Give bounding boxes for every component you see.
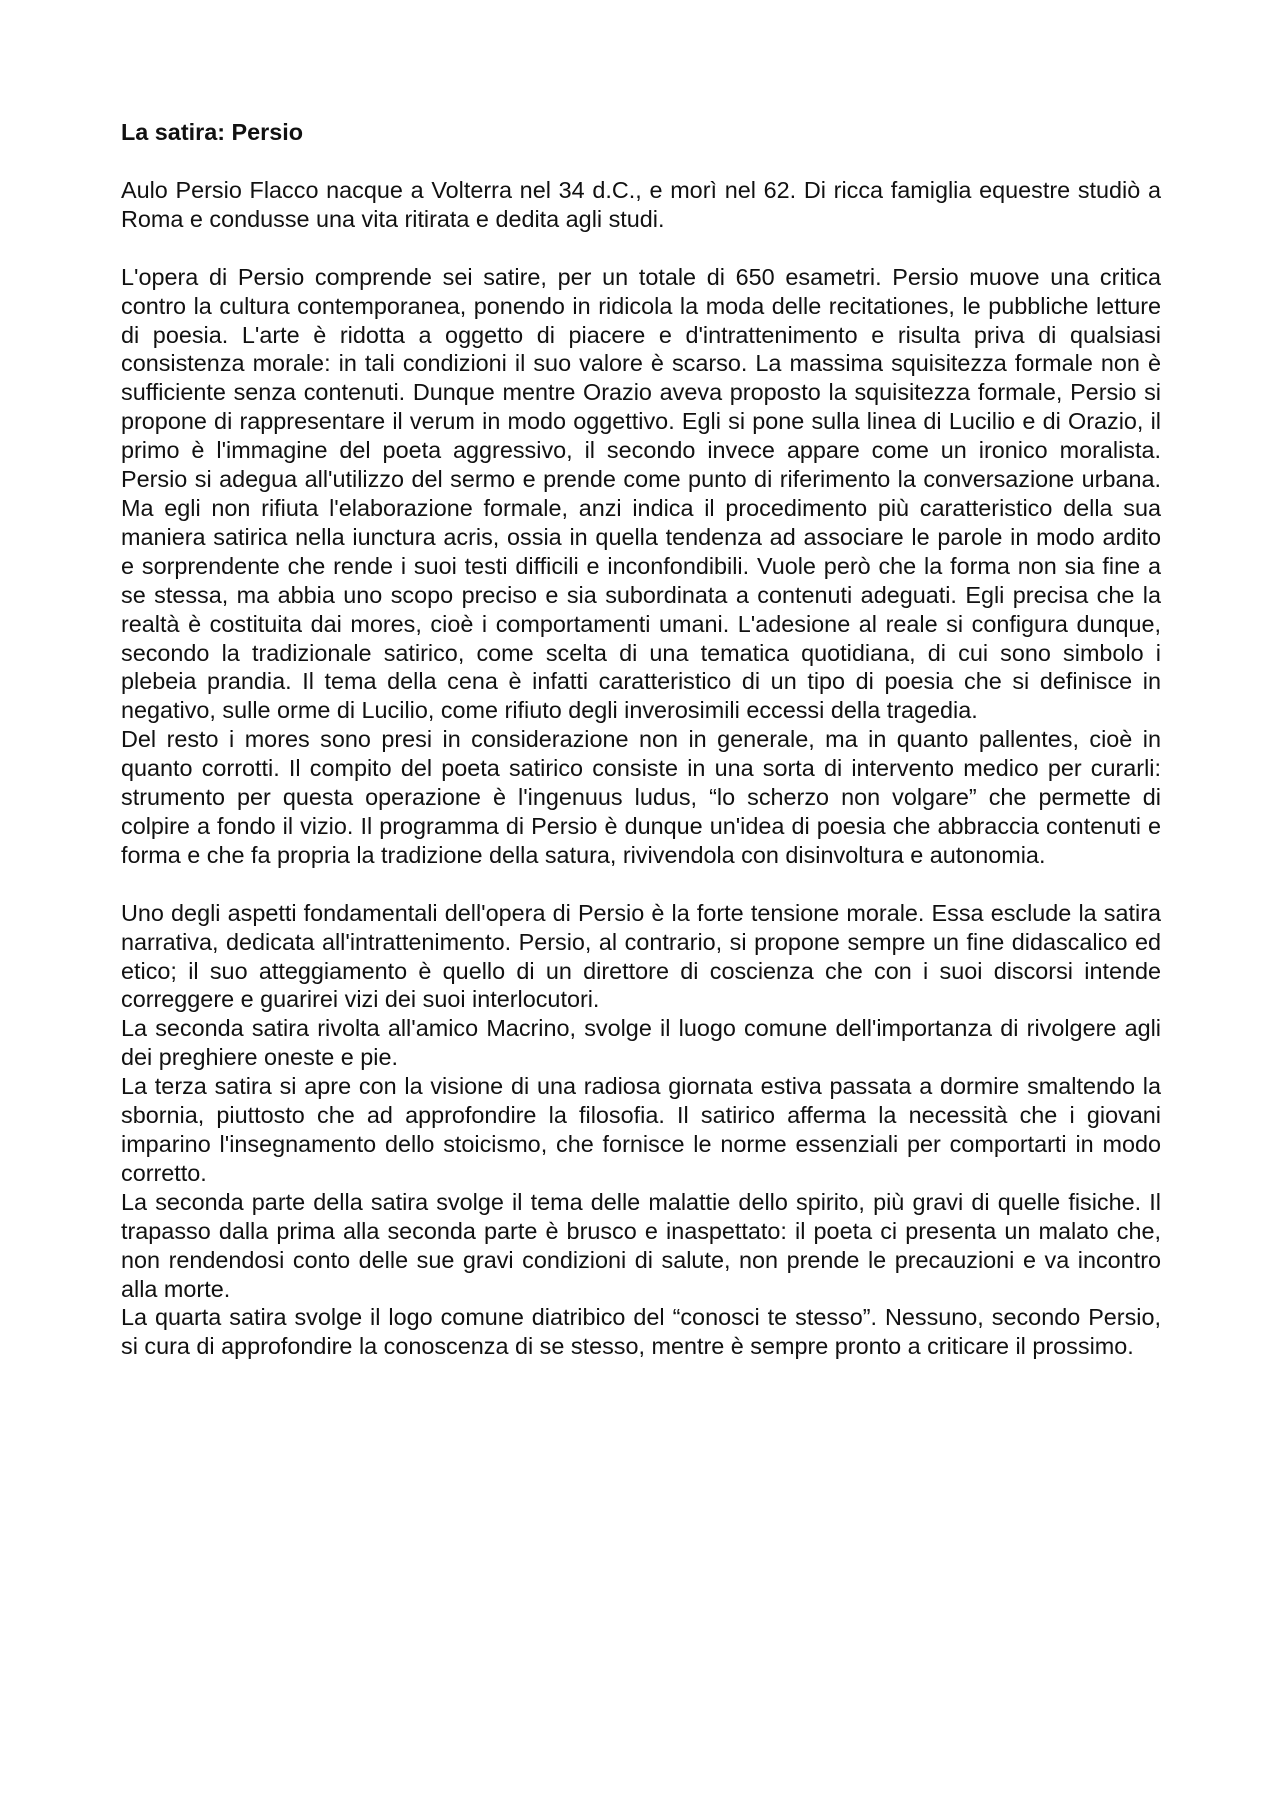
paragraph: La seconda satira rivolta all'amico Macrino, svolge il luogo comune dell'importanza di rivolgere agli dei preghiere oneste e pie.: [121, 1015, 1161, 1071]
section-satire: [121, 899, 1161, 1362]
paragraph: Aulo Persio Flacco nacque a Volterra nel 34 d.C., e morì nel 62. Di ricca famiglia equestre studiò a Roma e condusse una vita ritirata e dedita agli studi.: [121, 176, 1161, 232]
section-intro: [121, 176, 1161, 234]
paragraph: L'opera di Persio comprende sei satire, per un totale di 650 esametri. Persio muove una critica contro la cultura contemporanea, ponendo in ridicola la moda delle recitationes, le pubbliche letture di poesia. L'arte è ridotta a oggetto di piacere e d'intrattenimento e risulta priva di qualsiasi consistenza morale: in tali condizioni il suo valore è scarso. La massima squisitezza formale non è sufficiente senza contenuti. Dunque mentre Orazio aveva proposto la squisitezza formale, Persio si propone di rappresentare il verum in modo oggettivo. Egli si pone sulla linea di Lucilio e di Orazio, il primo è l'immagine del poeta aggressivo, il secondo invece appare come un ironico moralista. Persio si adegua all'utilizzo del sermo e prende come punto di riferimento la conversazione urbana. Ma egli non rifiuta l'elaborazione formale, anzi indica il procedimento più caratteristico della sua maniera satirica nella iunctura acris, ossia in quella tendenza ad associare le parole in modo ardito e sorprendente che rende i suoi testi difficili e inconfondibili. Vuole però che la forma non sia fine a se stessa, ma abbia uno scopo preciso e sia subordinata a contenuti adeguati. Egli precisa che la realtà è costituita dai mores, cioè i comportamenti umani. L'adesione al reale si configura dunque, secondo la tradizionale satirico, come scelta di una tematica quotidiana, di cui sono simbolo i plebeia prandia. Il tema della cena è infatti caratteristico di un tipo di poesia che si definisce in negativo, sulle orme di Lucilio, come rifiuto degli inverosimili eccessi della tragedia.: [121, 263, 1161, 724]
paragraph: Del resto i mores sono presi in considerazione non in generale, ma in quanto pallentes, cioè in quanto corrotti. Il compito del poeta satirico consiste in una sorta di intervento medico per curarli: strumento per questa operazione è l'ingenuus ludus, “lo scherzo non volgare” che permette di colpire a fondo il vizio. Il programma di Persio è dunque un'idea di poesia che abbraccia contenuti e forma e che fa propria la tradizione della satura, rivivendola con disinvoltura e autonomia.: [121, 726, 1161, 868]
paragraph: La terza satira si apre con la visione di una radiosa giornata estiva passata a dormire smaltendo la sbornia, piuttosto che ad approfondire la filosofia. Il satirico afferma la necessità che i giovani imparino l'insegnamento dello stoicismo, che fornisce le norme essenziali per comportarti in modo corretto.: [121, 1073, 1161, 1186]
paragraph: La quarta satira svolge il logo comune diatribico del “conosci te stesso”. Nessuno, secondo Persio, si cura di approfondire la conoscenza di se stesso, mentre è sempre pronto a criticare il prossimo.: [121, 1304, 1161, 1360]
document-title: La satira: Persio: [121, 119, 304, 145]
section-opera: [121, 263, 1161, 870]
document-body: [121, 118, 1161, 1390]
paragraph: Uno degli aspetti fondamentali dell'opera di Persio è la forte tensione morale. Essa esclude la satira narrativa, dedicata all'intrattenimento. Persio, al contrario, si propone sempre un fine didascalico ed etico; il suo atteggiamento è quello di un direttore di coscienza che con i suoi discorsi intende correggere e guarirei vizi dei suoi interlocutori.: [121, 899, 1161, 1013]
paragraph: La seconda parte della satira svolge il tema delle malattie dello spirito, più gravi di quelle fisiche. Il trapasso dalla prima alla seconda parte è brusco e inaspettato: il poeta ci presenta un malato che, non rendendosi conto delle sue gravi condizioni di salute, non prende le precauzioni e va incontro alla morte.: [121, 1188, 1161, 1302]
